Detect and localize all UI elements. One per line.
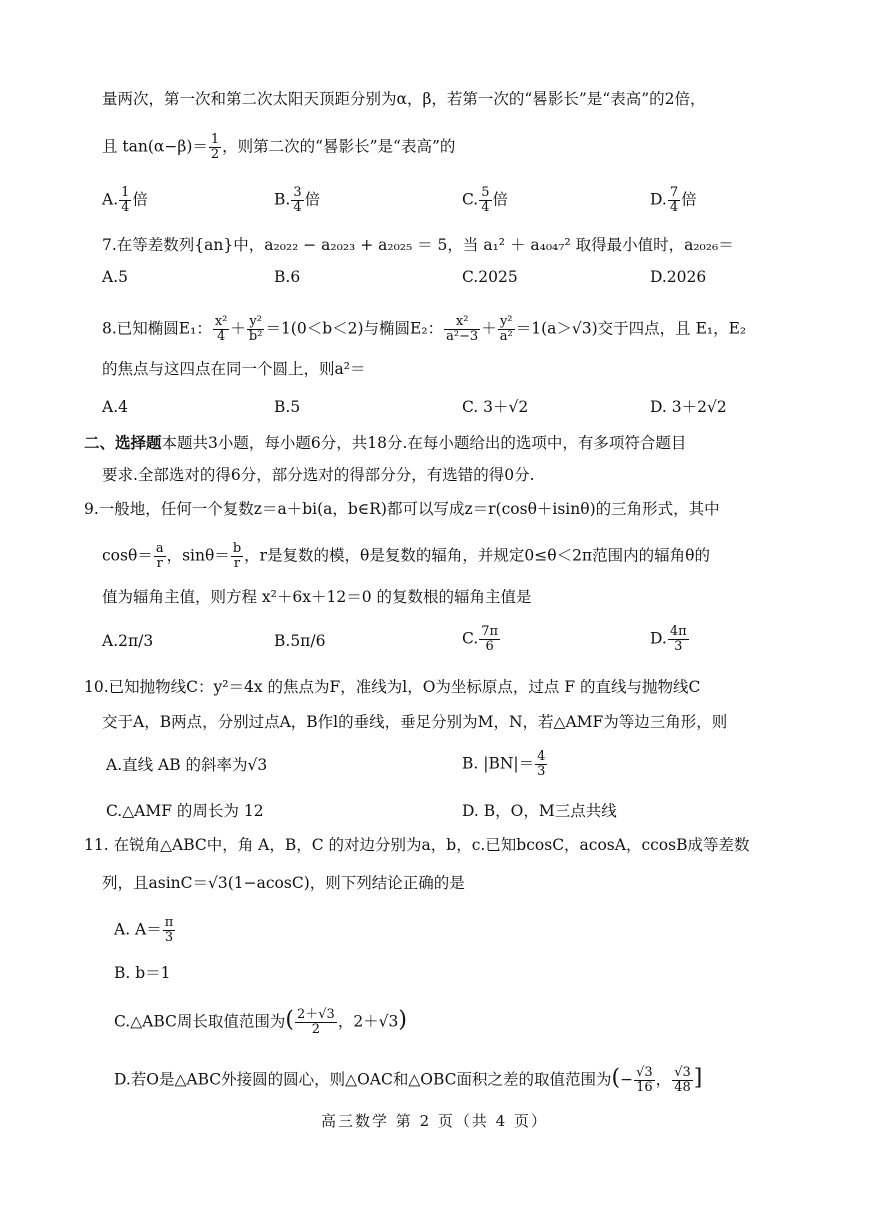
q7-option-c: C.2025 xyxy=(462,268,518,286)
q6-option-c-label: C. xyxy=(462,190,479,209)
q7-option-b: B.6 xyxy=(274,268,301,286)
q8-option-a: A.4 xyxy=(102,398,128,416)
q9-option-d-label: D. xyxy=(650,629,667,648)
q8-frac-4-den: a² xyxy=(499,329,513,344)
q7-option-d: D.2026 xyxy=(650,268,707,286)
q6-option-c-frac xyxy=(479,186,491,215)
q8-frac-3-num: x² xyxy=(444,315,480,330)
q11-option-d-rbracket: ] xyxy=(693,1065,703,1091)
q11-option-d-minus: − xyxy=(620,1070,634,1089)
q9-option-d-den: 3 xyxy=(674,639,683,654)
q9-option-c-frac xyxy=(479,625,500,654)
q7-option-a: A.5 xyxy=(102,268,128,286)
q11-option-c-frac xyxy=(295,1008,337,1037)
q6-option-d-label: D. xyxy=(650,190,667,209)
q8-option-d: D. 3＋2√2 xyxy=(650,398,727,416)
section2-title: 二、选择题 xyxy=(84,433,162,452)
q9-option-c-num: 7π xyxy=(481,624,499,639)
q8-option-b: B.5 xyxy=(274,398,301,416)
q8-frac-3-den: a²−3 xyxy=(446,329,479,344)
q6-option-b xyxy=(274,186,320,215)
q8-line2: 的焦点与这四点在同一个圆上，则a²＝ xyxy=(102,360,366,378)
q8-plus-1: ＋ xyxy=(230,319,246,338)
q6-option-a-frac xyxy=(119,186,131,215)
q11-option-d-num-2: √3 xyxy=(674,1065,691,1080)
q11-line2: 列，且asinC＝√3(1−acosC)，则下列结论正确的是 xyxy=(102,874,465,892)
q6-option-b-suffix: 倍 xyxy=(304,190,321,209)
section2-line1 xyxy=(84,432,686,454)
q9-line3: 值为辐角主值，则方程 x²＋6x＋12＝0 的复数根的辐角主值是 xyxy=(102,588,532,606)
q9-line2 xyxy=(102,542,710,571)
q11-option-a-frac xyxy=(163,916,176,945)
q10-line2: 交于A，B两点，分别过点A，B作l的垂线，垂足分别为M，N，若△AMF为等边三角形，则 xyxy=(102,713,728,731)
q9-sin-frac xyxy=(231,542,243,571)
q9-cos-den: r xyxy=(156,556,163,571)
q9-sin-text: ，sinθ＝ xyxy=(166,546,230,565)
q6-option-b-den: 4 xyxy=(293,200,302,215)
q6-option-a-suffix: 倍 xyxy=(132,190,148,209)
q6-option-c-den: 4 xyxy=(481,200,490,215)
q8-frac-4 xyxy=(498,315,515,344)
q7-stem: 7.在等差数列{an}中，a₂₀₂₂ − a₂₀₂₃ + a₂₀₂₅ ＝ 5，当 a₁² ＋ a₄₀₄₇² 取得最小值时，a₂₀₂₆＝ xyxy=(102,236,734,254)
q11-option-d-lparen: ( xyxy=(611,1065,621,1091)
q11-option-c-num: 2＋√3 xyxy=(296,1007,335,1022)
q8-stem xyxy=(102,315,746,344)
q11-option-c-text: C.△ABC周长取值范围为 xyxy=(114,1012,286,1031)
q6-option-c-suffix: 倍 xyxy=(492,190,509,209)
q11-option-c-rparen: ) xyxy=(398,1007,408,1033)
q6-option-b-num: 3 xyxy=(293,185,302,200)
q6-line2 xyxy=(102,133,455,162)
q9-cos-num: a xyxy=(155,541,164,556)
q9-option-d xyxy=(650,625,690,654)
q8-stem-b: ＝1(0＜b＜2)与椭圆E₂： xyxy=(265,319,444,338)
q6-option-c xyxy=(462,186,508,215)
q9-sin-den: r xyxy=(233,556,241,571)
q6-frac-num: 1 xyxy=(210,132,220,147)
q6-frac-den: 2 xyxy=(210,147,220,162)
q8-frac-1-num: x² xyxy=(214,314,228,329)
q9-cos-text: cosθ＝ xyxy=(102,546,153,565)
q6-option-d xyxy=(650,186,697,215)
q6-option-a-label: A. xyxy=(102,190,119,209)
q6-option-b-frac xyxy=(291,186,303,215)
q6-line1: 量两次，第一次和第二次太阳天顶距分别为α，β，若第一次的“晷影长”是“表高”的2倍， xyxy=(102,90,706,108)
q10-option-d: D. B，O，M三点共线 xyxy=(462,802,617,820)
q10-option-a: A.直线 AB 的斜率为√3 xyxy=(106,756,268,774)
q11-option-d-comma: ， xyxy=(655,1070,672,1089)
q6-option-c-num: 5 xyxy=(481,185,490,200)
q11-option-d-frac-1 xyxy=(634,1066,655,1095)
q6-option-a xyxy=(102,186,148,215)
q6-option-a-den: 4 xyxy=(121,200,130,215)
q11-option-c xyxy=(114,1008,407,1037)
q8-frac-2-den: b² xyxy=(248,329,263,344)
q9-line1: 9.一般地，任何一个复数z＝a＋bi(a，b∈R)都可以写成z＝r(cosθ＋isinθ)的三角形式，其中 xyxy=(84,500,720,518)
q8-option-c: C. 3＋√2 xyxy=(462,398,529,416)
q6-line2-text-a: 且 tan(α−β)＝ xyxy=(102,137,208,156)
q10-option-c: C.△AMF 的周长为 12 xyxy=(106,802,264,820)
section2-line2: 要求.全部选对的得6分，部分选对的得部分分，有选错的得0分. xyxy=(102,466,535,484)
q6-option-d-frac xyxy=(668,186,680,215)
q6-option-d-den: 4 xyxy=(669,200,679,215)
q6-option-d-num: 7 xyxy=(669,185,679,200)
q11-option-d-text: D.若O是△ABC外接圆的圆心，则△OAC和△OBC面积之差的取值范围为 xyxy=(114,1070,612,1089)
q9-option-a: A.2π/3 xyxy=(102,632,154,650)
q6-fraction xyxy=(209,133,221,162)
q9-cos-frac xyxy=(154,542,166,571)
section2-instructions-1: 本题共3小题，每小题6分，共18分.在每小题给出的选项中，有多项符合题目 xyxy=(161,434,687,452)
q9-line2-rest: ，r是复数的模，θ是复数的辐角，并规定0≤θ＜2π范围内的辐角θ的 xyxy=(244,546,710,565)
q11-option-d-frac-2 xyxy=(672,1066,693,1095)
q11-option-c-upper: ，2＋√3 xyxy=(337,1012,399,1031)
q8-stem-a: 8.已知椭圆E₁： xyxy=(102,319,212,338)
q10-line1: 10.已知抛物线C：y²＝4x 的焦点为F，准线为l，O为坐标原点，过点 F 的直线与抛物线C xyxy=(84,678,701,696)
q8-plus-2: ＋ xyxy=(481,319,497,338)
q6-option-d-suffix: 倍 xyxy=(681,190,697,209)
q11-option-b: B. b＝1 xyxy=(114,964,171,982)
q8-frac-2 xyxy=(247,315,265,344)
q9-option-c-label: C. xyxy=(462,629,479,648)
q9-option-c-den: 6 xyxy=(485,639,494,654)
q9-sin-num: b xyxy=(232,541,242,556)
q11-option-d xyxy=(114,1066,702,1095)
q11-option-c-lparen: ( xyxy=(285,1007,294,1033)
q8-frac-1 xyxy=(213,315,230,344)
q11-option-a-text: A. A＝ xyxy=(114,920,162,939)
q10-option-b-den: 3 xyxy=(537,764,546,779)
q6-option-a-num: 1 xyxy=(121,185,130,200)
q11-option-d-den-1: 16 xyxy=(636,1080,653,1095)
q10-option-b-num: 4 xyxy=(537,749,546,764)
q11-line1: 11. 在锐角△ABC中，角 A，B，C 的对边分别为a，b，c.已知bcosC，acosA，ccosB成等差数 xyxy=(84,836,750,854)
q9-option-d-num: 4π xyxy=(669,624,687,639)
q8-frac-1-den: 4 xyxy=(216,329,226,344)
q10-option-b-text: B. |BN|＝ xyxy=(462,754,535,773)
q11-option-c-den: 2 xyxy=(311,1022,321,1037)
q10-option-b-frac xyxy=(535,750,547,779)
q11-option-d-den-2: 48 xyxy=(674,1080,691,1095)
q6-option-b-label: B. xyxy=(274,190,291,209)
q10-option-b xyxy=(462,750,548,779)
q8-frac-2-num: y² xyxy=(247,315,265,330)
q11-option-a-den: 3 xyxy=(164,930,174,945)
q8-stem-c: ＝1(a＞√3)交于四点，且 E₁，E₂ xyxy=(515,319,747,338)
q9-option-d-frac xyxy=(668,625,689,654)
q11-option-a xyxy=(114,916,176,945)
q9-option-c xyxy=(462,625,501,654)
q9-option-b: B.5π/6 xyxy=(274,632,326,650)
q8-frac-3 xyxy=(444,315,480,344)
q11-option-d-num-1: √3 xyxy=(636,1065,653,1080)
q6-line2-text-b: ，则第二次的“晷影长”是“表高”的 xyxy=(222,137,456,156)
page-footer: 高三数学 第 2 页（共 4 页） xyxy=(321,1112,548,1130)
q11-option-a-num: π xyxy=(164,915,174,930)
q8-frac-4-num: y² xyxy=(498,315,515,330)
